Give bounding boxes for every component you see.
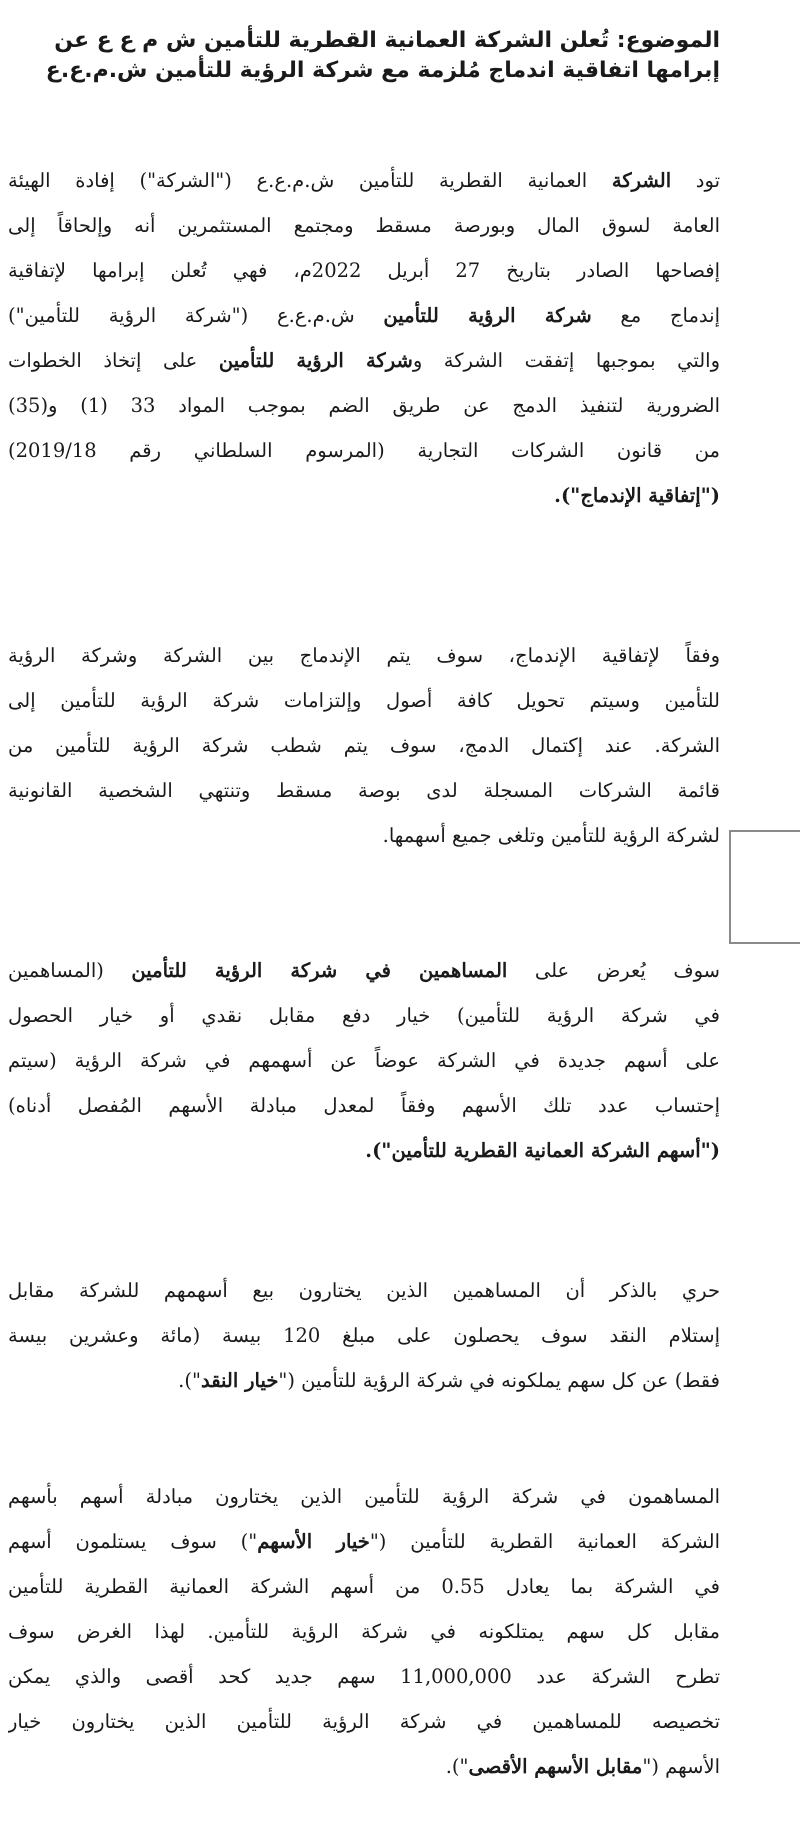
paragraph-shareholder-options	[8, 948, 720, 1173]
paragraph-line: العامة لسوق المال وبورصة مسقط ومجتمع المستثمرين أنه وإلحاقاً إلى	[8, 214, 720, 237]
paragraph-line: تود الشركة العمانية القطرية للتأمين ش.م.ع.ع ("الشركة") إفادة الهيئة	[8, 169, 720, 192]
margin-box-frame	[729, 830, 800, 944]
paragraph-line: الشركة العمانية القطرية للتأمين ("خيار الأسهم") سوف يستلمون أسهم	[8, 1530, 720, 1553]
paragraph-line: الأسهم ("مقابل الأسهم الأقصى").	[445, 1755, 720, 1778]
paragraph-line: إحتساب عدد تلك الأسهم وفقاً لمعدل مبادلة الأسهم المُفصل أدناه)	[8, 1094, 720, 1117]
paragraph-line: إستلام النقد سوف يحصلون على مبلغ 120 بيسة (مائة وعشرين بيسة	[8, 1324, 720, 1347]
paragraph-line: سوف يُعرض على المساهمين في شركة الرؤية للتأمين (المساهمين	[8, 959, 720, 982]
paragraph-line: في الشركة بما يعادل 0.55 من أسهم الشركة العمانية القطرية للتأمين	[8, 1575, 720, 1598]
paragraph-line: حري بالذكر أن المساهمين الذين يختارون بيع أسهمهم للشركة مقابل	[8, 1279, 720, 1302]
paragraph-line: على أسهم جديدة في الشركة عوضاً عن أسهمهم في شركة الرؤية (سيتم	[8, 1049, 720, 1072]
defined-term: الشركة	[611, 169, 672, 192]
defined-term: خيار الأسهم	[257, 1530, 370, 1553]
paragraph-line: وفقاً لإتفاقية الإندماج، سوف يتم الإندماج بين الشركة وشركة الرؤية	[8, 644, 720, 667]
paragraph-line: لشركة الرؤية للتأمين وتلغى جميع أسهمها.	[382, 824, 720, 847]
paragraph-line: من قانون الشركات التجارية (المرسوم السلطاني رقم 2019/18)	[8, 439, 720, 462]
defined-term: مقابل الأسهم الأقصى	[468, 1755, 643, 1778]
paragraph-line: إندماج مع شركة الرؤية للتأمين ش.م.ع.ع ("شركة الرؤية للتأمين")	[8, 304, 720, 327]
subject-heading	[8, 26, 720, 86]
paragraph-line: مقابل كل سهم يمتلكونه في شركة الرؤية للتأمين. لهذا الغرض سوف	[8, 1620, 720, 1643]
paragraph-line: تطرح الشركة عدد 11,000,000 سهم جديد كحد أقصى والذي يمكن	[8, 1665, 720, 1688]
defined-term-merger-agreement: ("إتفاقية الإندماج").	[554, 484, 720, 507]
paragraph-line: تخصيصه للمساهمين في شركة الرؤية للتأمين الذين يختارون خيار	[8, 1710, 720, 1733]
defined-term: شركة الرؤية للتأمين	[383, 304, 592, 327]
paragraph-line: الشركة. عند إكتمال الدمج، سوف يتم شطب شركة الرؤية للتأمين من	[8, 734, 720, 757]
paragraph-line: والتي بموجبها إتفقت الشركة وشركة الرؤية للتأمين على إتخاذ الخطوات	[8, 349, 720, 372]
paragraph-line: الضرورية لتنفيذ الدمج عن طريق الضم بموجب المواد 33 (1) و(35)	[8, 394, 720, 417]
paragraph-line: في شركة الرؤية للتأمين) خيار دفع مقابل نقدي أو خيار الحصول	[8, 1004, 720, 1027]
paragraph-share-option	[8, 1474, 720, 1789]
paragraph-cash-option	[8, 1268, 720, 1403]
defined-term: شركة الرؤية للتأمين	[218, 349, 413, 372]
paragraph-merger-announcement	[8, 158, 720, 518]
paragraph-line: إفصاحها الصادر بتاريخ 27 أبريل 2022م، فهي تُعلن إبرامها لإتفاقية	[8, 259, 720, 282]
defined-term-oqic-shares: ("أسهم الشركة العمانية القطرية للتأمين").	[365, 1139, 720, 1162]
paragraph-line: للتأمين وسيتم تحويل كافة أصول وإلتزامات شركة الرؤية للتأمين إلى	[8, 689, 720, 712]
paragraph-line: فقط) عن كل سهم يملكونه في شركة الرؤية للتأمين ("خيار النقد").	[178, 1369, 720, 1392]
paragraph-line: المساهمون في شركة الرؤية للتأمين الذين يختارون مبادلة أسهم بأسهم	[8, 1485, 720, 1508]
subject-line-2: إبرامها اتفاقية اندماج مُلزمة مع شركة الرؤية للتأمين ش.م.ع.ع	[45, 58, 720, 83]
paragraph-line: قائمة الشركات المسجلة لدى بوصة مسقط وتنتهي الشخصية القانونية	[8, 779, 720, 802]
paragraph-merger-terms	[8, 633, 720, 858]
subject-line-1: الموضوع: تُعلن الشركة العمانية القطرية للتأمين ش م ع ع عن	[54, 28, 720, 53]
defined-term: خيار النقد	[200, 1369, 279, 1392]
defined-term: المساهمين في شركة الرؤية للتأمين	[131, 959, 508, 982]
